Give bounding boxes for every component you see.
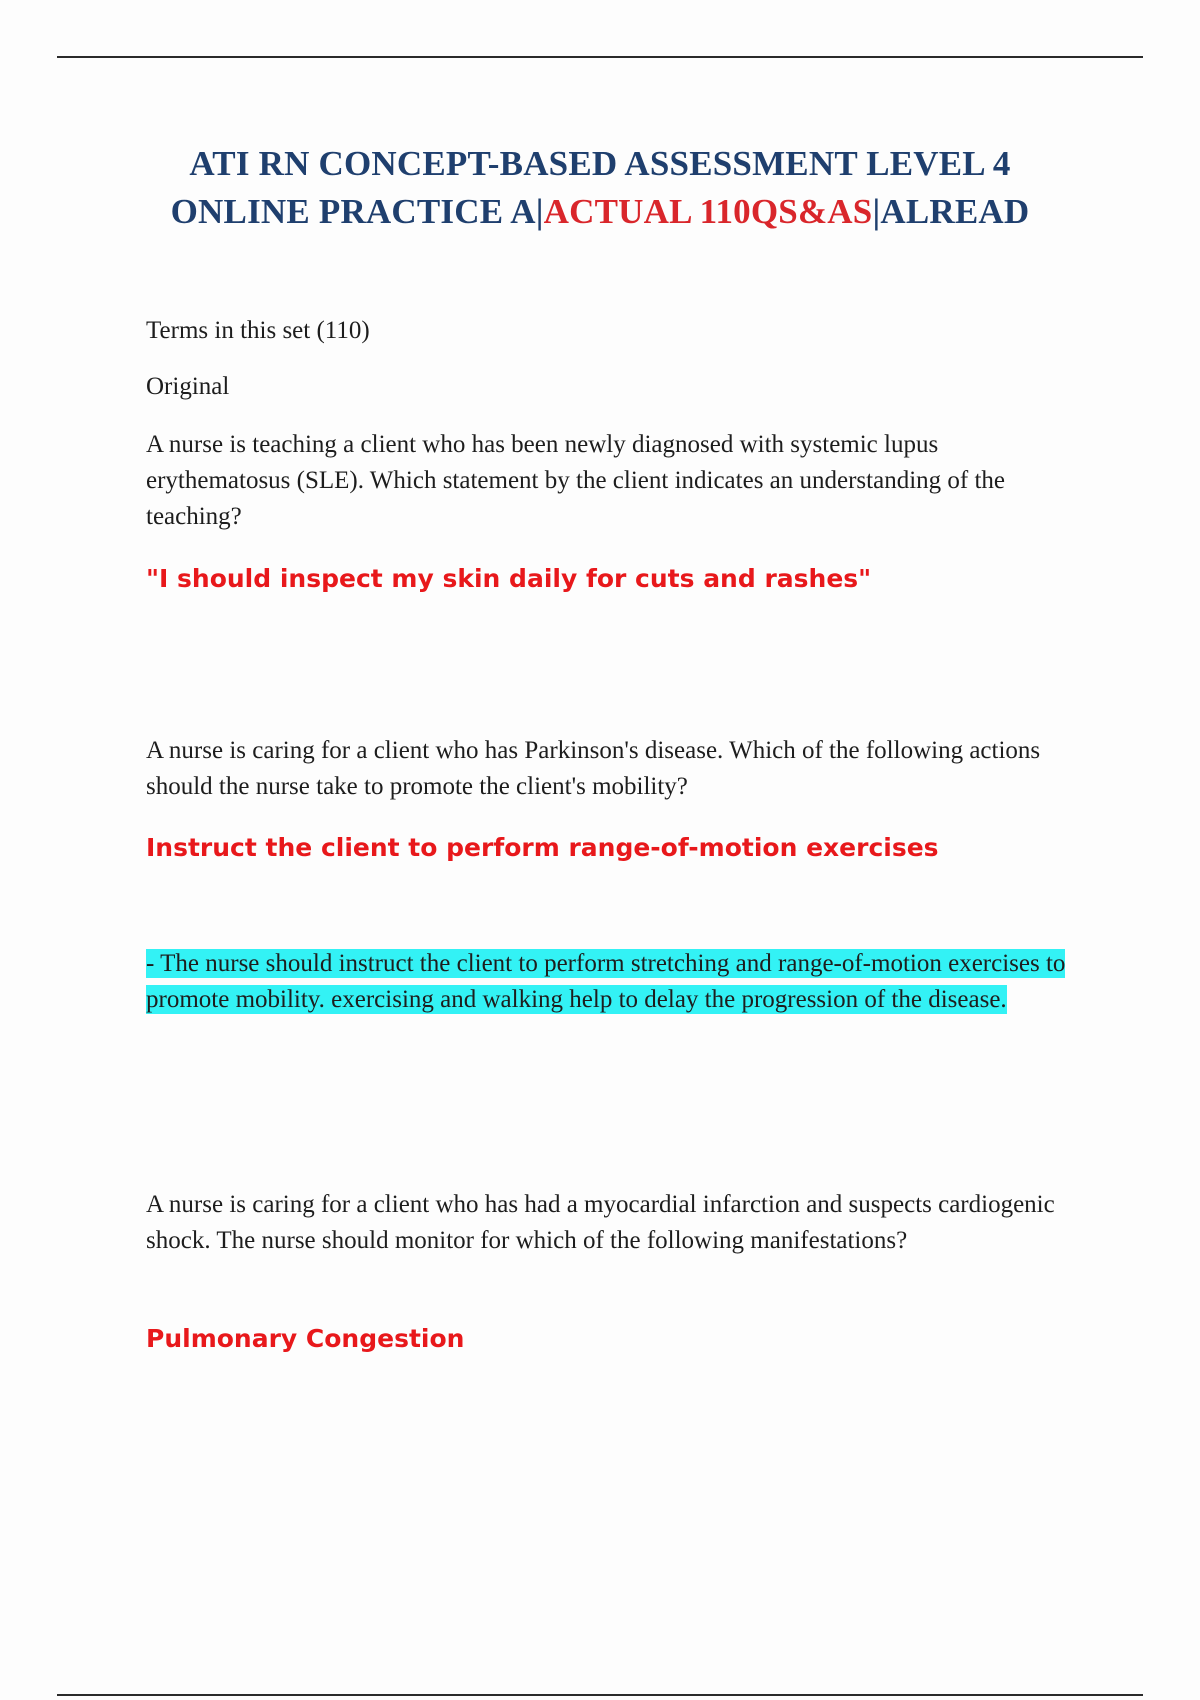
title-line-1: ATI RN CONCEPT-BASED ASSESSMENT LEVEL 4 (189, 144, 1011, 183)
question-3: A nurse is caring for a client who has had a myocardial infarction and suspects cardiogenic shock. The nurse should monitor for which of the following manifestations? (146, 1191, 1055, 1254)
terms-count: Terms in this set (110) (146, 317, 370, 344)
bottom-rule (57, 1694, 1143, 1696)
rationale-2 (146, 946, 1081, 1018)
title-separator: | (535, 192, 544, 231)
answer-1: "I should inspect my skin daily for cuts and rashes" (146, 564, 872, 593)
document-title (100, 140, 1100, 236)
title-line-2-suffix: ALREAD (880, 192, 1030, 231)
title-line-2-red: ACTUAL 110QS&AS (543, 192, 873, 231)
answer-2: Instruct the client to perform range-of-motion exercises (146, 833, 939, 862)
title-line-2-prefix: ONLINE PRACTICE A (170, 192, 536, 231)
section-label: Original (146, 373, 230, 400)
answer-3: Pulmonary Congestion (146, 1324, 465, 1353)
title-line-2 (100, 188, 1100, 236)
question-2: A nurse is caring for a client who has Parkinson's disease. Which of the following actions should the nurse take to promote the client's mobility? (146, 737, 1041, 800)
question-1: A nurse is teaching a client who has been newly diagnosed with systemic lupus erythematosus (SLE). Which statement by the client indicates an understanding of the teaching? (146, 431, 1006, 530)
title-separator-2: | (872, 192, 881, 231)
top-rule (57, 56, 1143, 58)
rationale-2-highlight: - The nurse should instruct the client to perform stretching and range-of-motion exercises to promote mobility. exercising and walking help to delay the progression of the disease. (146, 950, 1066, 1013)
